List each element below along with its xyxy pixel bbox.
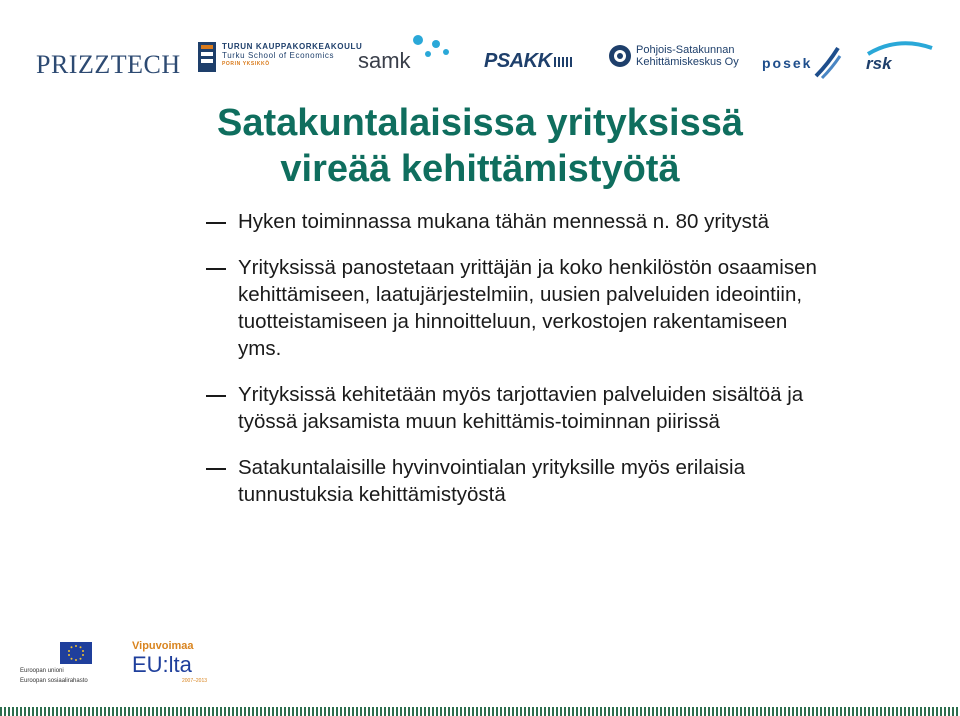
vipu-main-text: EU:lta bbox=[132, 652, 192, 677]
rsk-logo bbox=[864, 40, 934, 74]
prizztech-logo bbox=[36, 50, 181, 80]
tse-emblem-icon bbox=[198, 42, 216, 72]
slide-title-line-2: vireää kehittämistyötä bbox=[280, 148, 680, 190]
posek-logo-text: posek bbox=[762, 55, 813, 71]
bullet-item bbox=[0, 254, 960, 362]
slide-title bbox=[0, 100, 960, 192]
bullet-text: Hyken toiminnassa mukana tähän mennessä n. 80 yritystä bbox=[238, 210, 769, 233]
psakk-stripes-icon bbox=[554, 57, 572, 67]
vipu-top-text: Vipuvoimaa bbox=[132, 640, 194, 652]
bullet-item bbox=[0, 381, 960, 435]
pkk-line-2: Kehittämiskeskus Oy bbox=[636, 56, 739, 68]
logo-bar bbox=[0, 28, 960, 88]
turku-school-of-economics-logo bbox=[198, 42, 362, 72]
pohjois-satakunnan-kehittamiskeskus-logo bbox=[608, 44, 739, 68]
eu-line-1: Euroopan unioni bbox=[20, 668, 64, 674]
footer-logos bbox=[20, 640, 220, 690]
eu-line-2: Euroopan sosiaalirahasto bbox=[20, 678, 88, 684]
eu-esf-logo bbox=[20, 640, 120, 688]
slide-title-line-1: Satakuntalaisissa yrityksissä bbox=[216, 102, 743, 144]
vipu-years-text: 2007–2013 bbox=[182, 678, 208, 684]
bottom-stripe bbox=[0, 707, 960, 716]
tse-line-2: Turku School of Economics bbox=[222, 51, 335, 60]
samk-logo-text: samk bbox=[358, 48, 411, 73]
psakk-logo-text: PSAKK bbox=[484, 50, 552, 72]
pkk-emblem-icon bbox=[608, 44, 632, 68]
samk-logo bbox=[356, 34, 456, 74]
bullet-list bbox=[0, 208, 960, 508]
psakk-logo bbox=[484, 50, 572, 73]
posek-logo bbox=[762, 46, 842, 80]
bullet-text: Satakuntalaisille hyvinvointialan yrityksille myös erilaisia tunnustuksia kehittämistyöstä bbox=[238, 456, 746, 506]
bullet-item bbox=[0, 454, 960, 508]
bullet-dash-icon bbox=[206, 468, 226, 470]
bullet-text: Yrityksissä panostetaan yrittäjän ja koko henkilöstön osaamisen kehittämiseen, laatujärjestelmiin, uusien palveluiden ideointiin, tuotteistamiseen ja hinnoitteluun, verkostojen rakentamiseen yms. bbox=[238, 256, 817, 360]
rsk-logo-text: rsk bbox=[866, 54, 892, 73]
bullet-text: Yrityksissä kehitetään myös tarjottavien palveluiden sisältöä ja työssä jaksamista muun kehittämis-toiminnan piirissä bbox=[238, 383, 804, 433]
pkk-line-1: Pohjois-Satakunnan bbox=[636, 44, 735, 56]
vipuvoimaa-eulta-logo bbox=[132, 640, 222, 688]
prizztech-logo-text: PRIZZTECH bbox=[36, 50, 181, 79]
bullet-dash-icon bbox=[206, 268, 226, 270]
eu-flag-icon bbox=[60, 642, 92, 664]
bullet-dash-icon bbox=[206, 222, 226, 224]
bullet-dash-icon bbox=[206, 395, 226, 397]
tse-line-1: TURUN KAUPPAKORKEAKOULU bbox=[222, 42, 363, 51]
posek-swoosh-icon bbox=[812, 46, 842, 80]
bullet-item bbox=[0, 208, 960, 235]
tse-line-3: PORIN YKSIKKÖ bbox=[222, 61, 270, 67]
